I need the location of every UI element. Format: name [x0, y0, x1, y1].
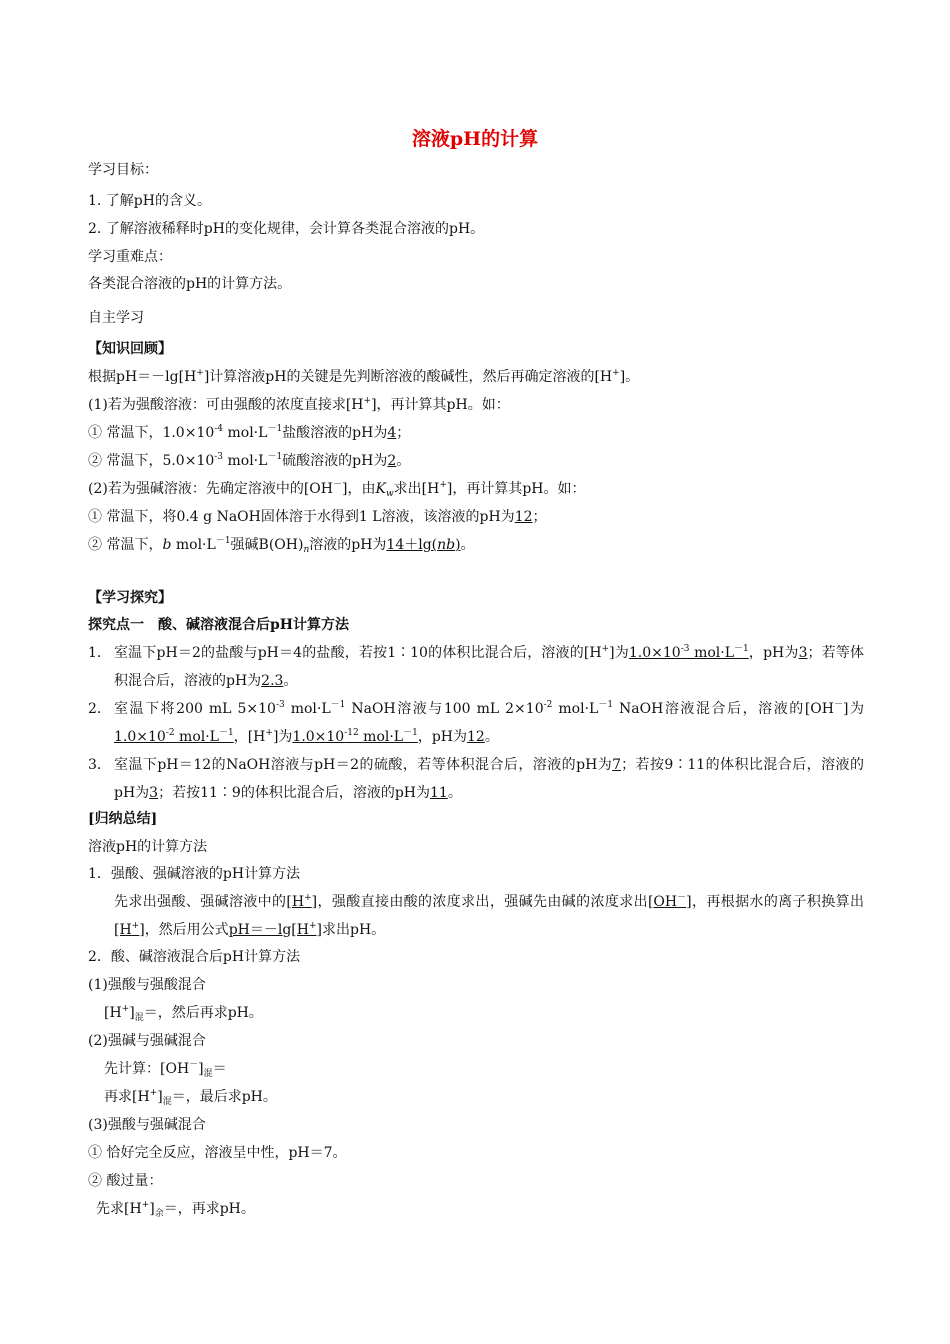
question-1: 室温下pH＝2的盐酸与pH＝4的盐酸，若按1∶10的体积比混合后，溶液的[H+]为$1.0\times 10^{-3}$ $mol\cdot L^{-1}$，pH为3；若等体积混合后，溶液的pH为2.3。: [114, 644, 864, 689]
review-heading: 【知识回顾】: [88, 341, 172, 357]
summary-heading: [归纳总结]: [88, 811, 158, 827]
self-study-heading: 自主学习: [88, 310, 144, 326]
explore-point-1-heading: 探究点一 酸、碱溶液混合后pH计算方法: [88, 617, 350, 633]
acid-base-mix-acid-excess: ② 酸过量：: [88, 1173, 163, 1189]
acid-acid-mix-formula: $[H^+]_混=$，然后再求pH。: [104, 1004, 263, 1023]
acid-base-mix-neutral: ① 恰好完全反应，溶液呈中性，pH＝7。: [88, 1145, 347, 1161]
answer-blank: 3: [149, 785, 159, 801]
key-points-heading: 学习重难点：: [88, 249, 172, 265]
answer-blank: [OH－]: [647, 893, 692, 910]
answer-blank: pH＝－lg[H+]: [228, 921, 322, 938]
base-case-heading: (2)若为强碱溶液：先确定溶液中的[OH－]，由$K_w$求出[H+]，再计算其pH。如：: [88, 480, 586, 499]
question-2: 室温下将200 mL $5\times 10^{-3}$ $mol\cdot L^{-1}$ NaOH溶液与100 mL $2\times 10^{-2}$ $mol\cdot L^{-1}$ NaOH溶液混合后，溶液的[OH－]为$1.0\times 10^{-2}$ $mol\cdot L^{-1}$，[H+]为$1.0\times 10^{-12}$ $mol\cdot L^{-1}$，pH为12。: [114, 700, 864, 745]
acid-example-2: ② 常温下，$5.0\times 10^{-3}$ $mol\cdot L^{-1}$硫酸溶液的pH为2。: [88, 452, 411, 469]
acid-case-heading: (1)若为强酸溶液：可由强酸的浓度直接求[H+]，再计算其pH。如：: [88, 396, 510, 413]
summary-title: 溶液pH的计算方法: [88, 839, 208, 855]
answer-blank: 2: [387, 453, 397, 469]
summary-item-2-title: 2．酸、碱溶液混合后pH计算方法: [88, 949, 301, 965]
objectives-heading: 学习目标：: [88, 162, 158, 178]
summary-item-1-text: 先求出强酸、强碱溶液中的[H+]，强酸直接由酸的浓度求出，强碱先由碱的浓度求出[OH－]，再根据水的离子积换算出[H+]，然后用公式pH＝－lg[H+]求出pH。: [114, 893, 865, 938]
objective-2: 2. 了解溶液稀释时pH的变化规律，会计算各类混合溶液的pH。: [88, 221, 485, 237]
key-points-text: 各类混合溶液的pH的计算方法。: [88, 276, 292, 292]
page-title: 溶液pH的计算: [411, 128, 539, 150]
acid-example-1: ① 常温下，$1.0\times 10^{-4}$ $mol\cdot L^{-1}$盐酸溶液的pH为4；: [88, 424, 411, 441]
acid-excess-formula: 先求$[H^+]_余=$，再求pH。: [96, 1200, 255, 1219]
answer-blank: $1.0\times 10^{-2}$ $mol\cdot L^{-1}$: [114, 728, 234, 745]
answer-blank: 12: [467, 729, 485, 745]
answer-blank: 3: [798, 645, 808, 661]
answer-blank: 7: [612, 757, 622, 773]
question-2-number: 2．: [88, 701, 111, 717]
base-base-mix-heading: (2)强碱与强碱混合: [88, 1033, 206, 1049]
answer-blank: 4: [387, 425, 397, 441]
explore-heading: 【学习探究】: [88, 590, 172, 606]
base-example-2: ② 常温下，b $mol\cdot L^{-1}$强碱$B(OH)_n$溶液的pH为14＋lg(nb)。: [88, 536, 475, 555]
answer-blank: [H+]: [286, 893, 318, 910]
answer-blank: [H+]: [114, 921, 145, 938]
acid-base-mix-heading: (3)强酸与强碱混合: [88, 1117, 206, 1133]
answer-blank: 2.3: [261, 673, 284, 689]
question-1-number: 1．: [88, 645, 111, 661]
acid-acid-mix-heading: (1)强酸与强酸混合: [88, 977, 206, 993]
base-base-mix-step-1: 先计算：$[OH^-]_混=$: [104, 1060, 227, 1079]
question-3: 室温下pH＝12的NaOH溶液与pH＝2的硫酸，若等体积混合后，溶液的pH为7；若按9∶11的体积比混合后，溶液的pH为3；若按11∶9的体积比混合后，溶液的pH为11。: [114, 757, 864, 801]
answer-blank: $1.0\times 10^{-12}$ $mol\cdot L^{-1}$: [292, 728, 418, 745]
objective-1: 1. 了解pH的含义。: [88, 193, 211, 209]
review-intro: 根据pH＝－lg[H+]计算溶液pH的关键是先判断溶液的酸碱性，然后再确定溶液的[H+]。: [88, 368, 640, 385]
answer-blank: 14＋lg(nb): [386, 537, 461, 553]
answer-blank: 12: [514, 509, 533, 525]
question-3-number: 3．: [88, 757, 111, 773]
answer-blank: $1.0\times 10^{-3}$ $mol\cdot L^{-1}$: [628, 644, 749, 661]
answer-blank: 11: [430, 785, 448, 801]
summary-item-1-title: 1．强酸、强碱溶液的pH计算方法: [88, 866, 301, 882]
base-base-mix-step-2: 再求$[H^+]_混=$，最后求pH。: [104, 1088, 277, 1107]
base-example-1: ① 常温下，将0.4 g NaOH固体溶于水得到1 L溶液，该溶液的pH为12；: [88, 509, 547, 525]
